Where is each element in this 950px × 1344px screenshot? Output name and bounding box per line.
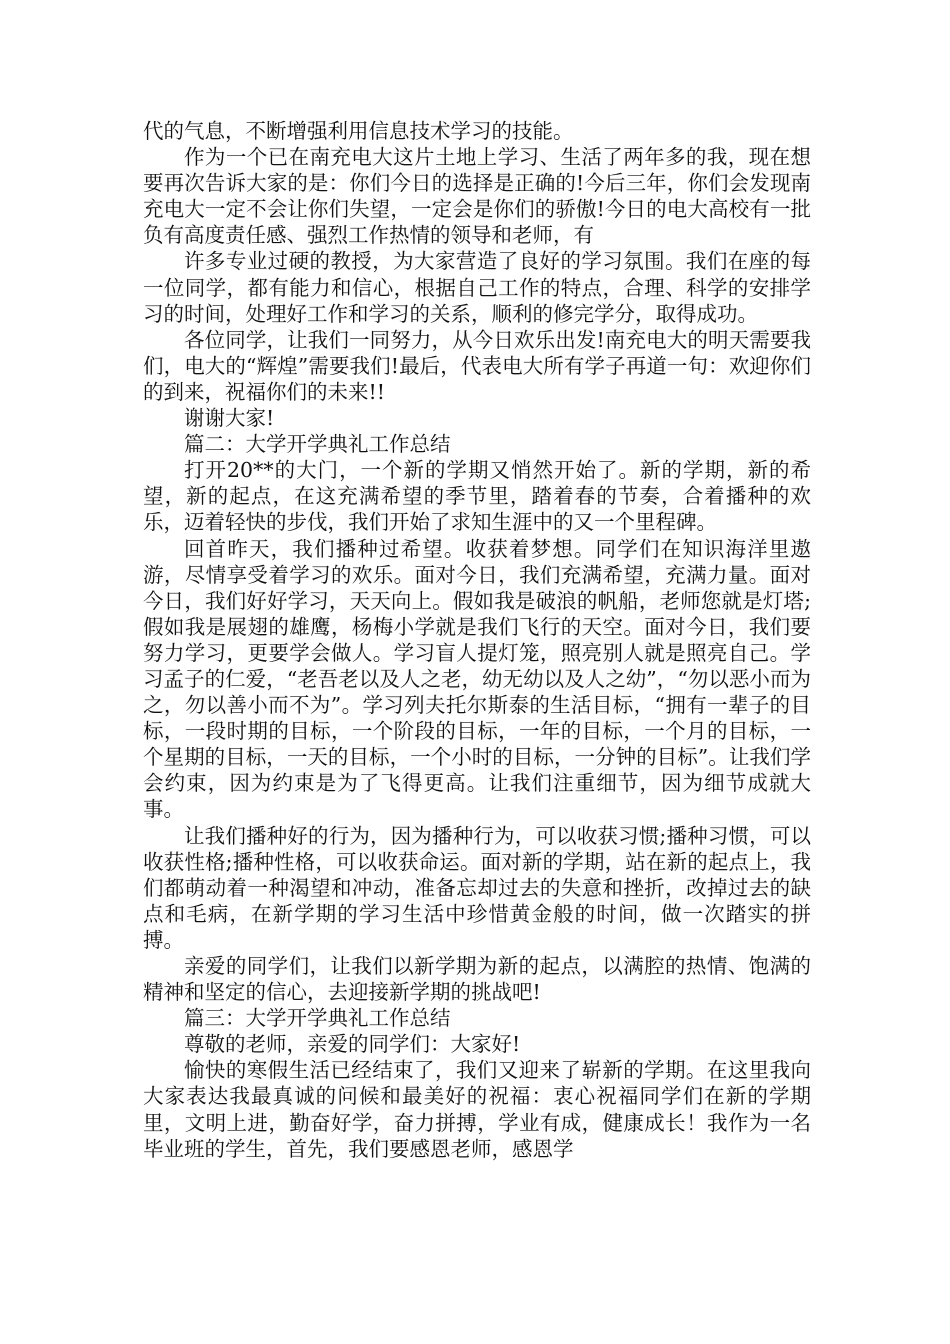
paragraph: 各位同学，让我们一同努力，从今日欢乐出发!南充电大的明天需要我们，电大的“辉煌”需要我们!最后，代表电大所有学子再道一句：欢迎你们的到来，祝福你们的未来!!: [143, 327, 811, 404]
paragraph: 打开20**的大门，一个新的学期又悄然开始了。新的学期，新的希望，新的起点，在这充满希望的季节里，踏着春的节奏，合着播种的欢乐，迈着轻快的步伐，我们开始了求知生涯中的又一个里程碑。: [143, 458, 811, 535]
section-heading: 篇二：大学开学典礼工作总结: [184, 432, 451, 457]
paragraph: 让我们播种好的行为，因为播种行为，可以收获习惯;播种习惯，可以收获性格;播种性格，可以收获命运。面对新的学期，站在新的起点上，我们都萌动着一种渴望和冲动，准备忘却过去的失意和挫折，改掉过去的缺点和毛病，在新学期的学习生活中珍惜黄金般的时间，做一次踏实的拼搏。: [143, 823, 811, 952]
salutation: 尊敬的老师，亲爱的同学们：大家好!: [184, 1032, 521, 1057]
document-page: [143, 118, 811, 1162]
paragraph: 许多专业过硬的教授，为大家营造了良好的学习氛围。我们在座的每一位同学，都有能力和信心，根据自己工作的特点，合理、科学的安排学习的时间，处理好工作和学习的关系，顺利的修完学分，取得成功。: [143, 249, 811, 326]
paragraph: 代的气息，不断增强利用信息技术学习的技能。: [143, 119, 574, 143]
paragraph: 谢谢大家!: [184, 406, 275, 431]
section-heading: 篇三：大学开学典礼工作总结: [184, 1006, 451, 1031]
paragraph: 回首昨天，我们播种过希望。收获着梦想。同学们在知识海洋里遨游，尽情享受着学习的欢乐。面对今日，我们充满希望，充满力量。面对今日，我们好好学习，天天向上。假如我是破浪的帆船，老师您就是灯塔;假如我是展翅的雄鹰，杨梅小学就是我们飞行的天空。面对今日，我们要努力学习，更要学会做人。学习盲人提灯笼，照亮别人就是照亮自己。学习孟子的仁爱，“老吾老以及人之老，幼无幼以及人之幼”，“勿以恶小而为之，勿以善小而不为”。学习列夫托尔斯泰的生活目标，“拥有一辈子的目标，一段时期的目标，一个阶段的目标，一年的目标，一个月的目标，一个星期的目标，一天的目标，一个小时的目标，一分钟的目标”。让我们学会约束，因为约束是为了飞得更高。让我们注重细节，因为细节成就大事。: [143, 536, 811, 822]
paragraph: 亲爱的同学们，让我们以新学期为新的起点，以满腔的热情、饱满的精神和坚定的信心，去迎接新学期的挑战吧!: [143, 954, 811, 1005]
paragraph: 作为一个已在南充电大这片土地上学习、生活了两年多的我，现在想要再次告诉大家的是：你们今日的选择是正确的!今后三年，你们会发现南充电大一定不会让你们失望，一定会是你们的骄傲!今日的电大高校有一批负有高度责任感、强烈工作热情的领导和老师，有: [143, 145, 811, 248]
paragraph: 愉快的寒假生活已经结束了，我们又迎来了崭新的学期。在这里我向大家表达我最真诚的问候和最美好的祝福：衷心祝福同学们在新的学期里，文明上进，勤奋好学，奋力拼搏，学业有成，健康成长！我作为一名毕业班的学生，首先，我们要感恩老师，感恩学: [143, 1058, 811, 1161]
